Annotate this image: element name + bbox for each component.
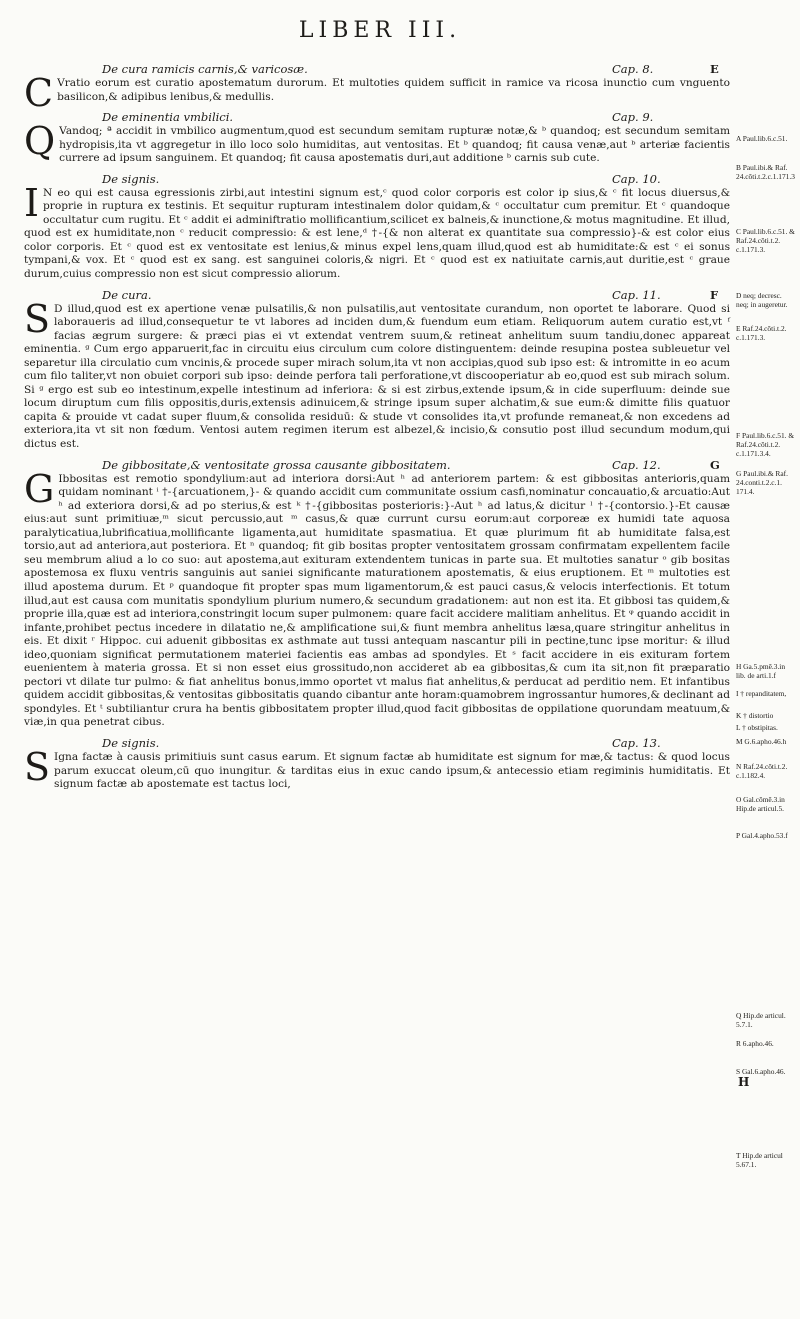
chapter-heading [24, 172, 730, 187]
running-head: LIBER III. [298, 18, 462, 43]
chapter-9 [24, 110, 730, 166]
chapter-number: Cap. 13. [612, 735, 661, 750]
drop-cap: S [24, 296, 51, 341]
chapter-text [24, 296, 730, 452]
chapter-heading [24, 458, 730, 473]
drop-cap: G [24, 466, 55, 511]
chapter-12 [24, 458, 730, 730]
margin-note: P Gal.4.apho.53.f [736, 831, 788, 840]
chapter-number: Cap. 9. [612, 110, 654, 125]
chapter-title: De eminentia vmbilici. [102, 110, 234, 125]
margin-note: K † distortio [736, 711, 774, 720]
margin-note: G Paul.ibi.& Raf. 24.conti.t.2.c.1. 171.4. [736, 469, 788, 496]
side-letter-mark: G [710, 457, 720, 472]
chapter-title: De signis. [102, 735, 160, 750]
margin-note: Q Hip.de articul. 5.7.1. [736, 1011, 786, 1029]
margin-note: T Hip.de articul 5.67.1. [736, 1151, 783, 1169]
chapter-10 [24, 172, 730, 282]
chapter-11 [24, 288, 730, 452]
chapter-8 [24, 62, 730, 115]
drop-cap: Q [24, 119, 56, 164]
side-letter-mark: F [710, 287, 719, 302]
body-text: D illud,quod est ex apertione venæ pulsatilis,& non pulsatilis,aut ventositate curandum, non oportet te laborare. Quod si laboraueris ad illud,consequetur te vt labores ad inciden dum,& fuendum eum etiam. Reliquorum autem curatio est,vt ᶠ facias ægrum surgere: & præci pias ei vt extendat ventrem suum,& retineat anhelitum suum tandiu,donec appareat eminentia. ᵍ Cum ergo apparuerit,fac in circuitu eius circulum cum colore distinguentem: deinde resupina postea subleuetur vel separetur illa circulatio cum vncinis,& procede super mirach solum,ita vt non accipias,quod sub ipso est: & intromitte in eo acum cum filo taliter,vt non obuiet corpori sub ipso: deinde perfora tali perforatione,vt discooperiatur ab eo,quod est sub mirach solum. Si ᵍ ergo est sub eo intestinum,expelle intestinum ad inferiora: & si est zirbus,extende ipsum,& in cide superfluum: deinde sue locum diruptum cum filis oppositis,duris,extensis adinuicem,& stringe ipsum super alchatim,& sue eum:& dimitte filis quatuor capita & prouide vt cadat super fluum,& consolida residuū: & stude vt consolides ita,vt profunde remaneat,& non excedens ad exteriora,ita vt sit non fœdum. Ventosi autem regimen iterum est albezel,& incisio,& consutio post illud secundum modum,qui dictus est. [24, 302, 730, 451]
chapter-number: Cap. 11. [612, 287, 661, 302]
margin-note: N Raf.24.cōti.t.2. c.1.182.4. [736, 762, 788, 780]
chapter-title: De cura ramicis carnis,& varicosæ. [102, 62, 308, 76]
chapter-text [24, 744, 730, 792]
chapter-text [24, 180, 730, 282]
margin-note: I † repanditatem, [736, 689, 787, 698]
body-text: Ibbositas est remotio spondylium:aut ad interiora dorsi:Aut ʰ ad anteriorem partem: & est gibbositas anterioris,quam quidam nominant ⁱ †-{arcuationem,}- & quando accidit cum communitate ossium casfi,nominatur concauatio,& arcuatio:Aut ʰ ad exteriora dorsi,& ad po sterius,& est ᵏ †-{gibbositas posterioris:}-Aut ʰ ad latus,& dicitur ˡ †-{contorsio.}-Et causæ eius:aut sunt primitiuæ,ᵐ sicut percussio,aut ᵐ casus,& quæ currunt cursu eorum:aut corporeæ ex humidi tate aquosa paralyticatiua,lubrificatiua,mollificante ligamenta,aut humiditate spasmatiua. Et quæ plurimum fit ab humiditate falsa,est torsio,aut ad anteriora,aut posteriora. Et ⁿ quandoq; fit gib bositas propter ventositatem grossam confirmatam expellentem facile seu membrum aliud a lo co suo: aut apostema,aut exituram extendentem tunicas in parte sua. Et multoties sanatur ᵒ gib bositas apostemosa ex fluxu ventris sanguinis aut saniei significante maturationem apostematis, & eius eruptionem. Et ᵐ multoties est illud apostema durum. Et ᵖ quandoque fit propter spas mum ligamentorum,& est pauci casus,& velocis interfectionis. Et totum illud,aut est causa com munitatis spondylium plurium numero,& secundum gradationem: aut non est ita. Et gibbosi tas quidem,& proprie illa,quæ est ad interiora,constringit locum super pulmonem: quare facit accidere malitiam anhelitus. Et ᵠ quando accidit in infante,prohibet pectus incedere in dilatatio ne,& amplificatione sui,& fiunt membra anhelitus læsa,quare stringitur anhelitus in eis. Et dixit ʳ Hippoc. cui aduenit gibbositas ex asthmate aut tussi antequam nascantur pili in pectine,tunc ipse moritur: & illud ideo,quoniam significat permutationem materiei facientis eas ambas ad spondyles. Et ˢ facit accidere in eis exituram fortem euenientem à materia grossa. Et si non esset eius grossitudo,non accideret ab ea gibbositas,& cum ita sit,non fit præparatio pectori vt dilate tur pulmo: & fiat anhelitus bonus,immo oportet vt malus fiat anhelitus,& perducat ad perditio nem. Et infantibus quidem accidit gibbositas,& ventositas gibbositatis quando cibantur ante horam:quamobrem ingrossantur humores,& declinant ad spondyles. Et ᵗ subtiliantur crura ha bentis gibbositatem propter illud,quod facit gibbositas de oppilatione quorundam meatuum,& viæ,in qua penetrat cibus. [24, 472, 730, 729]
chapter-text [24, 119, 730, 166]
chapter-heading [24, 288, 730, 303]
drop-cap: S [24, 744, 51, 789]
chapter-title: De cura. [102, 287, 152, 302]
chapter-13 [24, 736, 730, 792]
margin-note: A Paul.lib.6.c.51. [736, 134, 788, 143]
chapter-heading [24, 62, 730, 77]
main-text-column [24, 62, 750, 1089]
margin-note: S Gal.6.apho.46. [736, 1067, 786, 1076]
margin-note: F Paul.lib.6.c.51. & Raf.24.cōti.t.2. c.1.171.3.4. [736, 431, 795, 458]
body-text: Vandoq; ª accidit in vmbilico augmentum,quod est secundum semitam rupturæ notæ,& ᵇ quandoq; est secundum semitam hydropisis,ita vt aggregetur in illo loco solo humiditas, aut ventositas. Et ᵇ quandoq; fit causa venæ,aut ᵇ arteriæ facientis currere ad ipsum sanguinem. Et quandoq; fit causa apostematis duri,aut additione ᵇ carnis sub cute. [59, 125, 730, 165]
chapter-heading [24, 736, 730, 751]
margin-note: B Paul.ibi.& Raf. 24.cōti.t.2.c.1.171.3 [736, 163, 795, 181]
margin-note: M G.6.apho.46.h [736, 737, 787, 746]
drop-cap: I [24, 180, 40, 225]
chapter-number: Cap. 12. [612, 457, 661, 472]
body-text: Vratio eorum est curatio apostematum durorum. Et multoties quidem sufficit in ramice va ricosa inunctio cum vnguento basilicon,& adipibus lenibus,& medullis. [57, 77, 730, 103]
body-text: Igna factæ à causis primitiuis sunt casus earum. Et signum factæ ab humiditate est signum for mæ,& tactus: & quod locus parum exuccat oleum,cū quo inungitur. & tarditas eius in exuc cando ipsum,& antecessio etiam regiminis humiditatis. Et signum factæ ab apostemate est tactus loci, [54, 750, 730, 791]
chapter-number: Cap. 8. [612, 62, 654, 76]
margin-note: C Paul.lib.6.c.51. & Raf.24.cōti.t.2. c.1.171.3. [736, 227, 795, 254]
gutter-letter-mark: H [738, 1075, 750, 1089]
margin-note: E Raf.24.cōti.t.2. c.1.171.3. [736, 324, 787, 342]
chapter-text [24, 71, 730, 115]
body-text: N eo qui est causa egressionis zirbi,aut intestini signum est,ᶜ quod color corporis est color ip sius,& ᶜ fit locus diuersus,& proprie in ruptura ex testinis. Et sequitur rupturam intestinalem dolor quidam,& ᶜ occultatur cum premitur. Et ᶜ quandoque occultatur cum rugitu. Et ᶜ addit ei adminiftratio mollificantium,scilicet ex balneis,& inunctione,& motus magnitudine. Et illud, quod est ex humiditate,non ᶜ reducit compressio: & est lene,ᵈ †-{& non alterat ex quantitate sua compressio}-& est color eius color corporis. Et ᶜ quod est ex ventositate est lenius,& minus expel lens,quam illud,quod est ab humiditate:& est ᶜ ei sonus tympani,& vox. Et ᶜ quod est ex sang. est sanguinei coloris,& nigri. Et ᶜ quod est ex natiuitate carnis,aut duritie,est ᶜ graue durum,cuius compressio non est sicut compressio aliorum. [24, 186, 730, 281]
chapter-number: Cap. 10. [612, 171, 661, 186]
margin-note: D neq; decresc. neq; in augeretur. [736, 291, 788, 309]
margin-note: R 6.apho.46. [736, 1039, 774, 1048]
chapter-heading [24, 110, 730, 125]
drop-cap: C [24, 71, 54, 115]
side-letter-mark: E [710, 62, 719, 76]
margin-note: H Ga.5.pmē.3.in lib. de arti.1.f [736, 662, 786, 680]
chapter-title: De gibbositate,& ventositate grossa causante gibbositatem. [102, 457, 451, 472]
chapter-text [24, 466, 730, 730]
chapter-title: De signis. [102, 171, 160, 186]
margin-note: L † obstipitas. [736, 723, 778, 732]
margin-note: O Gal.cōmē.3.in Hip.de articul.5. [736, 795, 785, 813]
